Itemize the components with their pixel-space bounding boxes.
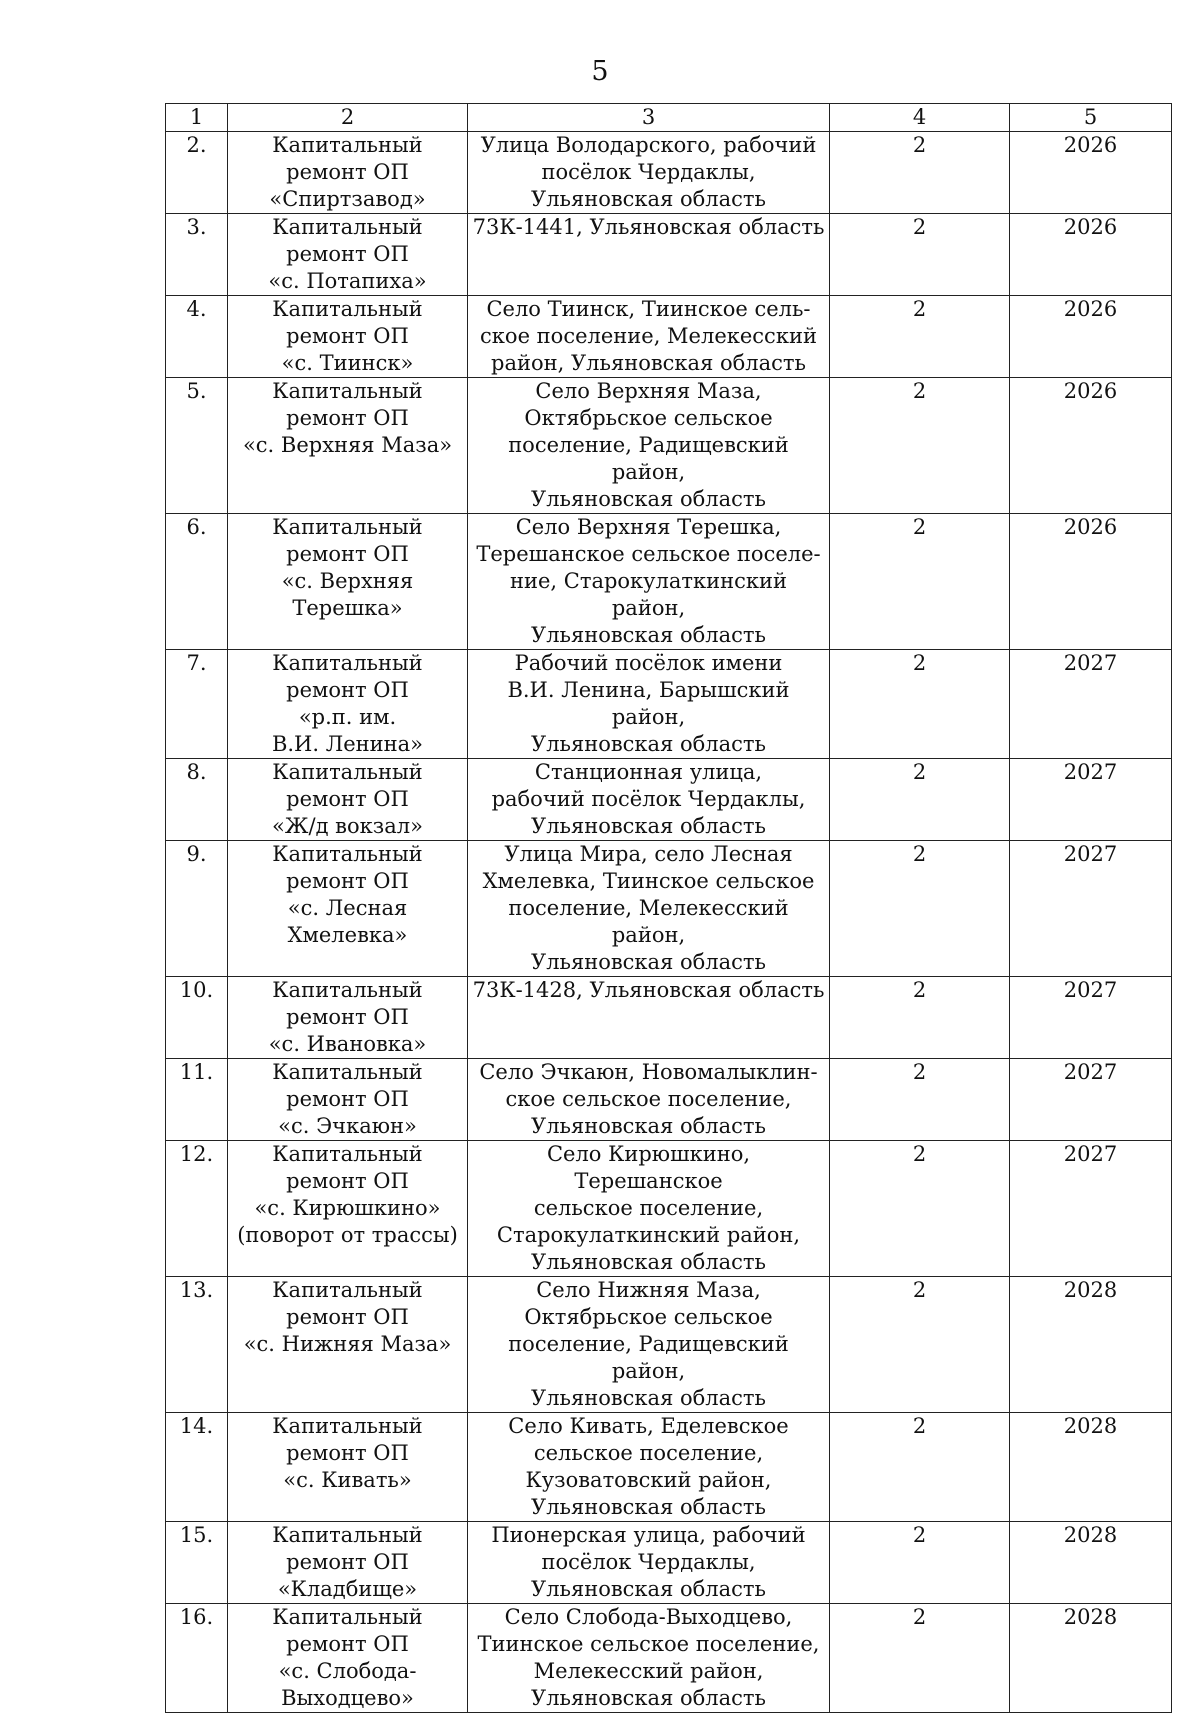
table-row: [166, 378, 1172, 514]
object-address: Село Слобода-Выходцево, Тиинское сельское поселение, Мелекесский район, Ульяновская область: [468, 1604, 830, 1713]
road-category: 2: [830, 214, 1010, 296]
table-row: [166, 214, 1172, 296]
header-col-2: 2: [228, 104, 468, 132]
row-number: 16.: [166, 1604, 228, 1713]
object-address: Село Эчкаюн, Новомалыклин- ское сельское поселение, Ульяновская область: [468, 1059, 830, 1141]
table-row: [166, 1141, 1172, 1277]
road-category: 2: [830, 378, 1010, 514]
road-category: 2: [830, 1277, 1010, 1413]
object-name: Капитальный ремонт ОП «с. Кивать»: [228, 1413, 468, 1522]
object-address: Станционная улица, рабочий посёлок Чердаклы, Ульяновская область: [468, 759, 830, 841]
row-number: 5.: [166, 378, 228, 514]
object-address: Улица Володарского, рабочий посёлок Чердаклы, Ульяновская область: [468, 132, 830, 214]
repair-year: 2026: [1010, 378, 1172, 514]
object-address: Село Верхняя Терешка, Терешанское сельское поселе- ние, Старокулаткинский район, Ульяновская область: [468, 514, 830, 650]
repair-year: 2026: [1010, 214, 1172, 296]
table-row: [166, 132, 1172, 214]
road-category: 2: [830, 296, 1010, 378]
table-row: [166, 296, 1172, 378]
page-number: 5: [591, 56, 609, 87]
object-address: Село Тиинск, Тиинское сель- ское поселение, Мелекесский район, Ульяновская область: [468, 296, 830, 378]
repair-year: 2027: [1010, 759, 1172, 841]
row-number: 6.: [166, 514, 228, 650]
object-address: 73К-1428, Ульяновская область: [468, 977, 830, 1059]
repair-year: 2027: [1010, 841, 1172, 977]
object-address: Село Кивать, Еделевское сельское поселение, Кузоватовский район, Ульяновская область: [468, 1413, 830, 1522]
object-name: Капитальный ремонт ОП «с. Эчкаюн»: [228, 1059, 468, 1141]
table-row: [166, 1604, 1172, 1713]
repair-year: 2026: [1010, 132, 1172, 214]
object-name: Капитальный ремонт ОП «с. Потапиха»: [228, 214, 468, 296]
road-category: 2: [830, 1141, 1010, 1277]
object-address: Село Нижняя Маза, Октябрьское сельское поселение, Радищевский район, Ульяновская область: [468, 1277, 830, 1413]
repair-year: 2026: [1010, 514, 1172, 650]
object-address: Пионерская улица, рабочий посёлок Чердаклы, Ульяновская область: [468, 1522, 830, 1604]
object-name: Капитальный ремонт ОП «с. Верхняя Маза»: [228, 378, 468, 514]
road-category: 2: [830, 1522, 1010, 1604]
object-name: Капитальный ремонт ОП «с. Верхняя Терешка»: [228, 514, 468, 650]
row-number: 14.: [166, 1413, 228, 1522]
table-row: [166, 514, 1172, 650]
table-row: [166, 841, 1172, 977]
repair-year: 2028: [1010, 1604, 1172, 1713]
table-row: [166, 977, 1172, 1059]
row-number: 7.: [166, 650, 228, 759]
repair-year: 2027: [1010, 1059, 1172, 1141]
object-address: Улица Мира, село Лесная Хмелевка, Тиинское сельское поселение, Мелекесский район, Ульяновская область: [468, 841, 830, 977]
header-col-5: 5: [1010, 104, 1172, 132]
row-number: 9.: [166, 841, 228, 977]
repair-year: 2027: [1010, 650, 1172, 759]
row-number: 13.: [166, 1277, 228, 1413]
row-number: 12.: [166, 1141, 228, 1277]
object-address: Рабочий посёлок имени В.И. Ленина, Барышский район, Ульяновская область: [468, 650, 830, 759]
object-name: Капитальный ремонт ОП «Спиртзавод»: [228, 132, 468, 214]
row-number: 10.: [166, 977, 228, 1059]
object-name: Капитальный ремонт ОП «Ж/д вокзал»: [228, 759, 468, 841]
table-row: [166, 650, 1172, 759]
row-number: 11.: [166, 1059, 228, 1141]
repair-year: 2028: [1010, 1522, 1172, 1604]
header-row: [166, 104, 1172, 132]
object-address: 73К-1441, Ульяновская область: [468, 214, 830, 296]
object-address: Село Кирюшкино, Терешанское сельское поселение, Старокулаткинский район, Ульяновская область: [468, 1141, 830, 1277]
road-category: 2: [830, 977, 1010, 1059]
row-number: 2.: [166, 132, 228, 214]
table-row: [166, 1522, 1172, 1604]
road-category: 2: [830, 841, 1010, 977]
repair-year: 2027: [1010, 977, 1172, 1059]
repair-year: 2027: [1010, 1141, 1172, 1277]
object-name: Капитальный ремонт ОП «с. Кирюшкино» (поворот от трассы): [228, 1141, 468, 1277]
header-col-4: 4: [830, 104, 1010, 132]
header-col-3: 3: [468, 104, 830, 132]
road-category: 2: [830, 514, 1010, 650]
repair-year: 2028: [1010, 1413, 1172, 1522]
row-number: 3.: [166, 214, 228, 296]
row-number: 15.: [166, 1522, 228, 1604]
road-category: 2: [830, 1413, 1010, 1522]
object-name: Капитальный ремонт ОП «с. Тиинск»: [228, 296, 468, 378]
table-row: [166, 1277, 1172, 1413]
objects-table: [165, 103, 1172, 1713]
object-address: Село Верхняя Маза, Октябрьское сельское поселение, Радищевский район, Ульяновская область: [468, 378, 830, 514]
repair-year: 2026: [1010, 296, 1172, 378]
object-name: Капитальный ремонт ОП «Кладбище»: [228, 1522, 468, 1604]
repair-year: 2028: [1010, 1277, 1172, 1413]
object-name: Капитальный ремонт ОП «р.п. им. В.И. Ленина»: [228, 650, 468, 759]
object-name: Капитальный ремонт ОП «с. Ивановка»: [228, 977, 468, 1059]
road-category: 2: [830, 1059, 1010, 1141]
object-name: Капитальный ремонт ОП «с. Лесная Хмелевка»: [228, 841, 468, 977]
table-row: [166, 1059, 1172, 1141]
road-category: 2: [830, 759, 1010, 841]
road-category: 2: [830, 1604, 1010, 1713]
table-row: [166, 1413, 1172, 1522]
table-row: [166, 759, 1172, 841]
row-number: 4.: [166, 296, 228, 378]
object-name: Капитальный ремонт ОП «с. Нижняя Маза»: [228, 1277, 468, 1413]
object-name: Капитальный ремонт ОП «с. Слобода- Выходцево»: [228, 1604, 468, 1713]
road-category: 2: [830, 650, 1010, 759]
header-col-1: 1: [166, 104, 228, 132]
row-number: 8.: [166, 759, 228, 841]
road-category: 2: [830, 132, 1010, 214]
